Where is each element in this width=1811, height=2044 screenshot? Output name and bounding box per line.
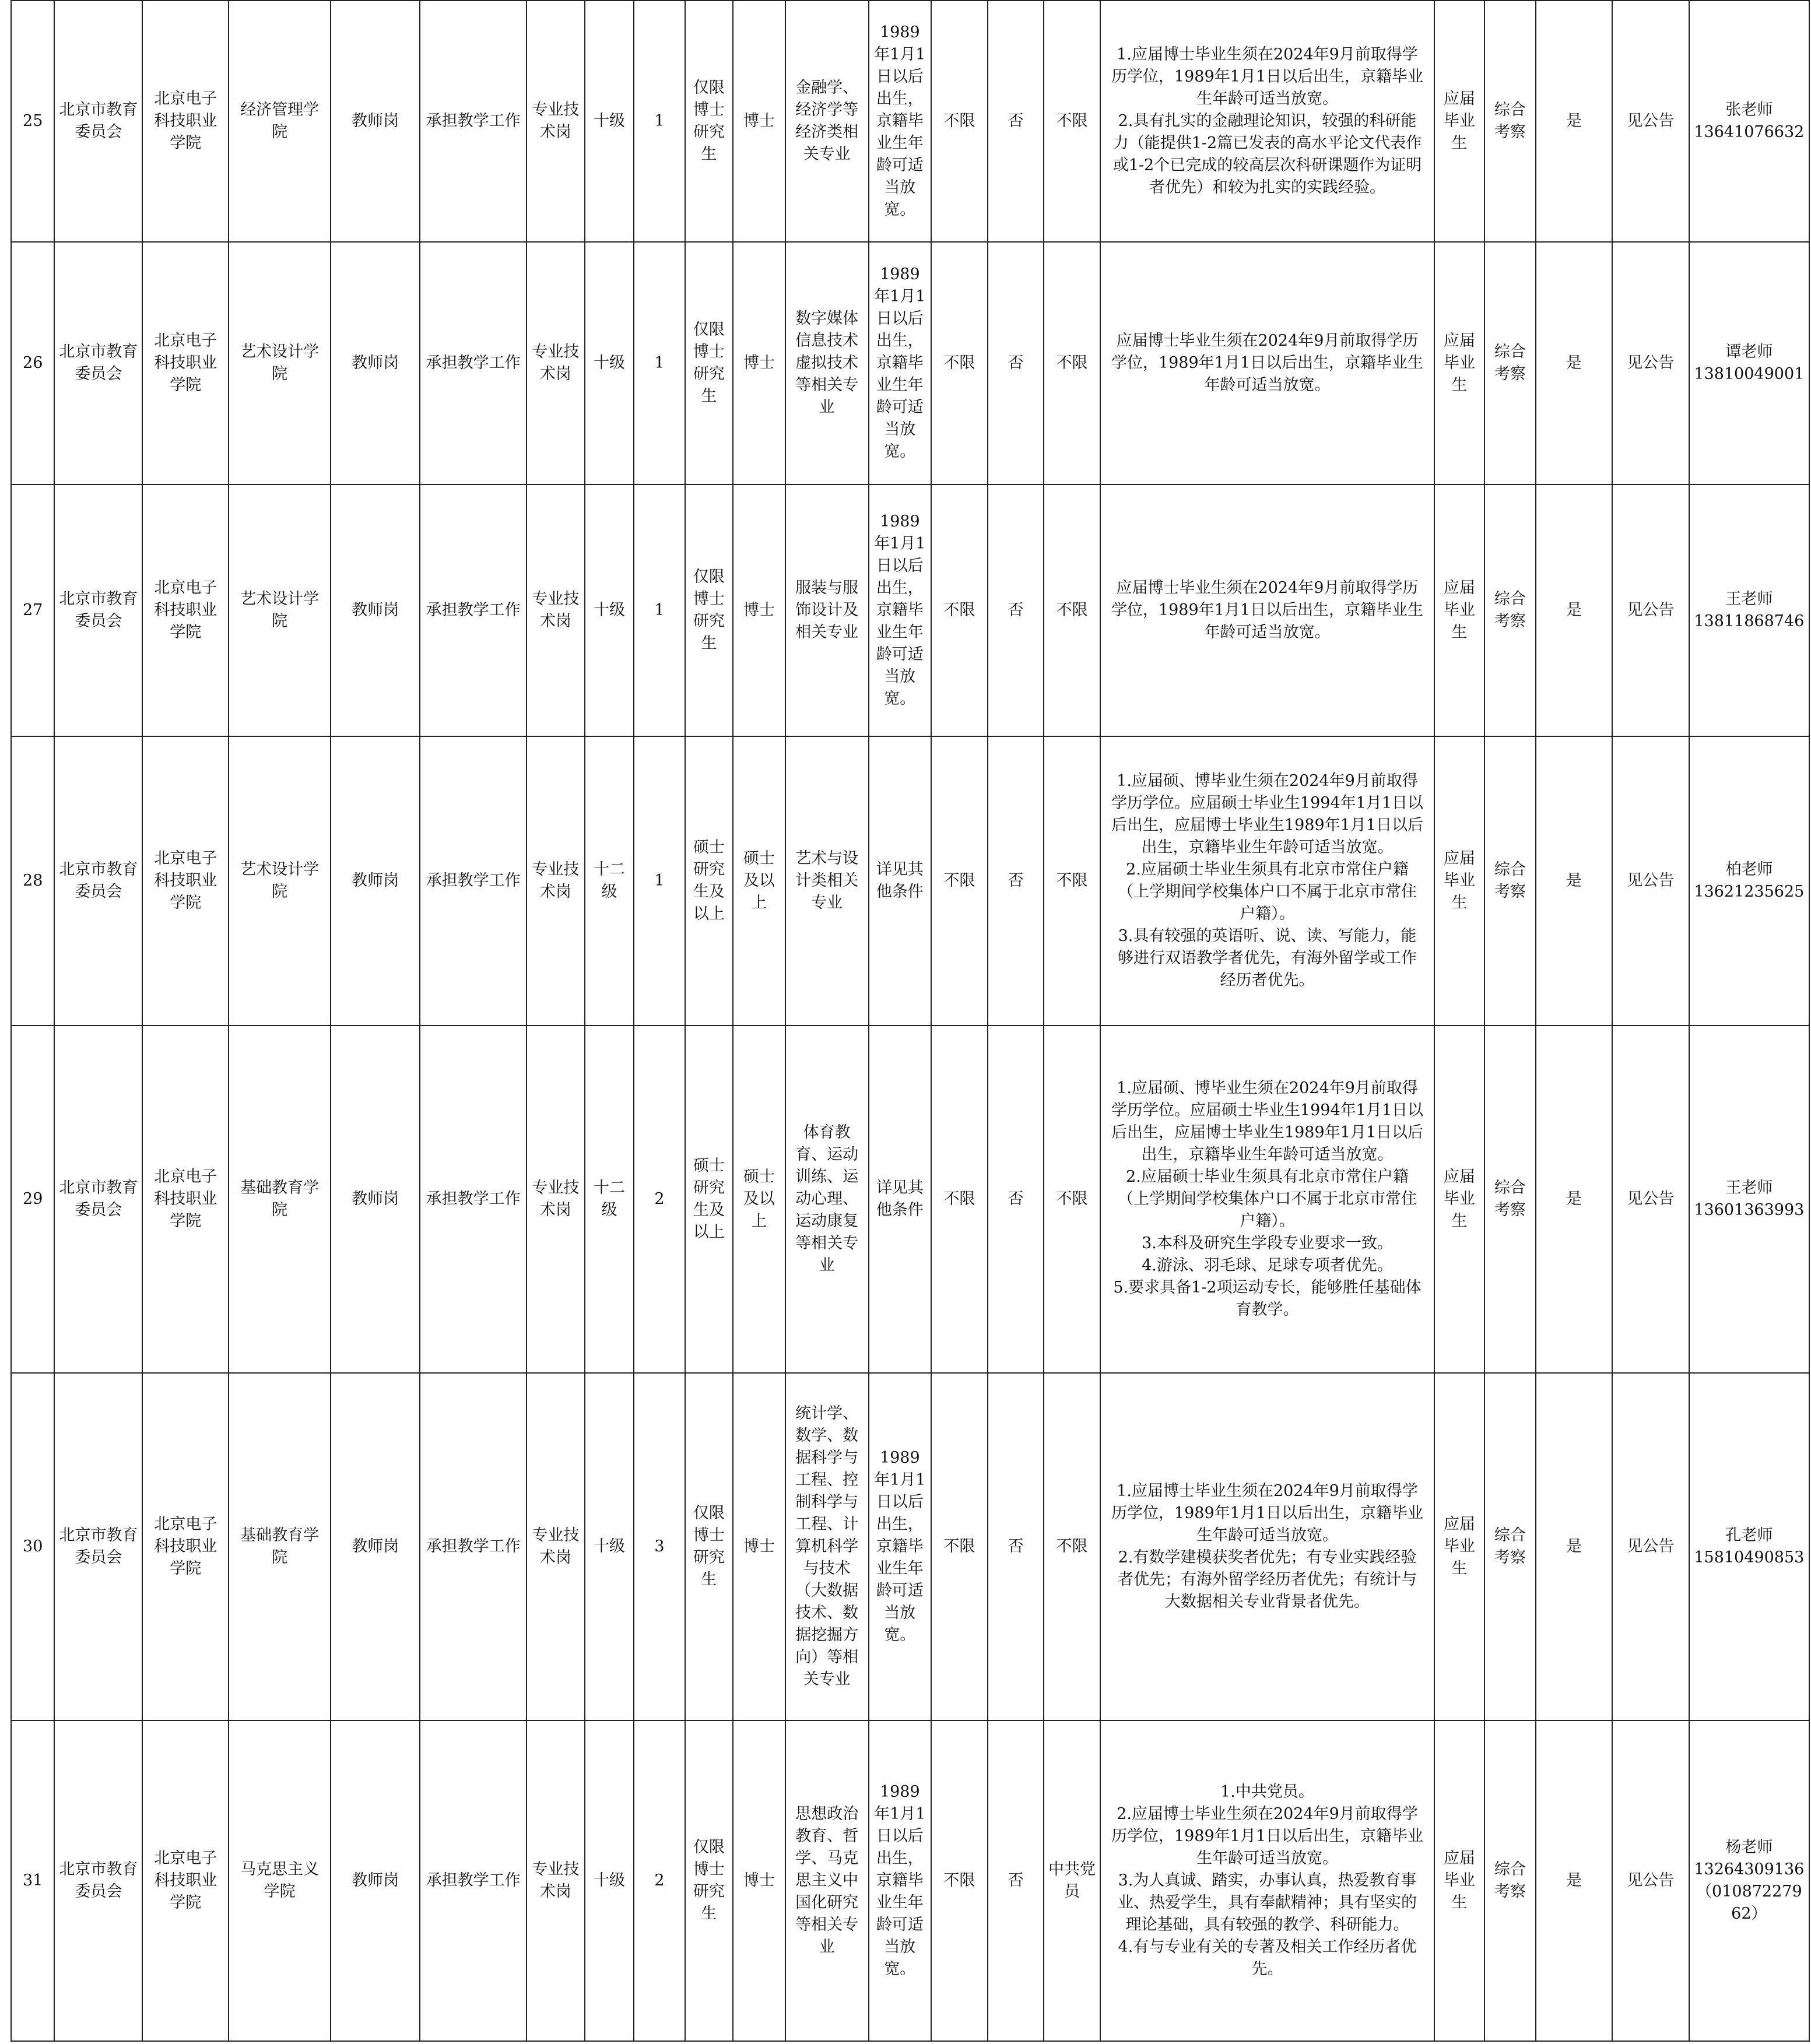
target-group-cell: 应届毕业生 — [1434, 1, 1484, 242]
target-group-cell: 应届毕业生 — [1434, 736, 1484, 1025]
political-status-cell: 中共党员 — [1044, 1720, 1100, 2041]
duty-cell: 承担教学工作 — [420, 484, 527, 736]
major-cell: 服装与服饰设计及相关专业 — [785, 484, 869, 736]
post-type-cell: 专业技术岗 — [527, 1720, 585, 2041]
major-cell: 数字媒体信息技术虚拟技术等相关专业 — [785, 242, 869, 484]
post-level-cell: 十二级 — [585, 1025, 634, 1373]
sub-unit-cell: 经济管理学院 — [229, 1, 331, 242]
contact-cell: 王老师 13811868746 — [1689, 484, 1809, 736]
post-type-cell: 专业技术岗 — [527, 1025, 585, 1373]
education-cell: 硕士研究生及以上 — [685, 1025, 733, 1373]
headcount-cell: 1 — [634, 736, 685, 1025]
remarks-cell: 见公告 — [1612, 1, 1689, 242]
contact-cell: 张老师 13641076632 — [1689, 1, 1809, 242]
other-conditions-cell: 应届博士毕业生须在2024年9月前取得学历学位，1989年1月1日以后出生，京籍毕业生年龄可适当放宽。 — [1100, 242, 1434, 484]
employer-cell: 北京电子科技职业学院 — [142, 1, 229, 242]
assessment-method-cell: 综合考察 — [1484, 242, 1536, 484]
row-number-cell: 29 — [11, 1025, 54, 1373]
age-requirement-cell: 1989年1月1日以后出生，京籍毕业生年龄可适当放宽。 — [869, 1, 932, 242]
assessment-method-cell: 综合考察 — [1484, 1, 1536, 242]
age-requirement-cell: 详见其他条件 — [869, 736, 932, 1025]
sub-unit-cell: 马克思主义学院 — [229, 1720, 331, 2041]
assessment-method-cell: 综合考察 — [1484, 484, 1536, 736]
table-body — [11, 1, 1809, 2041]
duty-cell: 承担教学工作 — [420, 1373, 527, 1720]
post-name-cell: 教师岗 — [331, 1373, 420, 1720]
education-cell: 仅限博士研究生 — [685, 484, 733, 736]
ratio-cell: 是 — [1536, 484, 1612, 736]
headcount-cell: 1 — [634, 1, 685, 242]
department-cell: 北京市教育委员会 — [54, 484, 142, 736]
ratio-cell: 是 — [1536, 1025, 1612, 1373]
contact-cell: 王老师 13601363993 — [1689, 1025, 1809, 1373]
degree-cell: 博士 — [733, 1, 785, 242]
remarks-cell: 见公告 — [1612, 242, 1689, 484]
experience-cell: 否 — [988, 242, 1044, 484]
degree-cell: 博士 — [733, 1373, 785, 1720]
remarks-cell: 见公告 — [1612, 1720, 1689, 2041]
major-cell: 统计学、数学、数据科学与工程、控制科学与工程、计算机科学与技术（大数据技术、数据挖掘方向）等相关专业 — [785, 1373, 869, 1720]
row-number-cell: 27 — [11, 484, 54, 736]
education-cell: 仅限博士研究生 — [685, 242, 733, 484]
experience-cell: 否 — [988, 1, 1044, 242]
age-requirement-cell: 1989年1月1日以后出生，京籍毕业生年龄可适当放宽。 — [869, 1720, 932, 2041]
contact-cell: 柏老师 13621235625 — [1689, 736, 1809, 1025]
assessment-method-cell: 综合考察 — [1484, 736, 1536, 1025]
row-number-cell: 30 — [11, 1373, 54, 1720]
hukou-cell: 不限 — [931, 1720, 988, 2041]
employer-cell: 北京电子科技职业学院 — [142, 736, 229, 1025]
ratio-cell: 是 — [1536, 242, 1612, 484]
political-status-cell: 不限 — [1044, 242, 1100, 484]
political-status-cell: 不限 — [1044, 484, 1100, 736]
post-name-cell: 教师岗 — [331, 1720, 420, 2041]
hukou-cell: 不限 — [931, 242, 988, 484]
target-group-cell: 应届毕业生 — [1434, 242, 1484, 484]
target-group-cell: 应届毕业生 — [1434, 1025, 1484, 1373]
assessment-method-cell: 综合考察 — [1484, 1720, 1536, 2041]
headcount-cell: 2 — [634, 1720, 685, 2041]
age-requirement-cell: 1989年1月1日以后出生，京籍毕业生年龄可适当放宽。 — [869, 1373, 932, 1720]
remarks-cell: 见公告 — [1612, 484, 1689, 736]
other-conditions-cell: 1.应届博士毕业生须在2024年9月前取得学历学位，1989年1月1日以后出生，京籍毕业生年龄可适当放宽。 2.具有扎实的金融理论知识，较强的科研能力（能提供1-2篇已发表的高水平论文代表作或1-2个已完成的较高层次科研课题作为证明者优先）和较为扎实的实践经验。 — [1100, 1, 1434, 242]
row-number-cell: 28 — [11, 736, 54, 1025]
headcount-cell: 1 — [634, 484, 685, 736]
department-cell: 北京市教育委员会 — [54, 1, 142, 242]
degree-cell: 博士 — [733, 242, 785, 484]
target-group-cell: 应届毕业生 — [1434, 1720, 1484, 2041]
post-level-cell: 十二级 — [585, 736, 634, 1025]
table-row — [11, 484, 1809, 736]
post-level-cell: 十级 — [585, 1373, 634, 1720]
hukou-cell: 不限 — [931, 1, 988, 242]
experience-cell: 否 — [988, 484, 1044, 736]
table-row — [11, 1025, 1809, 1373]
table-row — [11, 1, 1809, 242]
duty-cell: 承担教学工作 — [420, 1, 527, 242]
experience-cell: 否 — [988, 736, 1044, 1025]
post-name-cell: 教师岗 — [331, 242, 420, 484]
department-cell: 北京市教育委员会 — [54, 1025, 142, 1373]
duty-cell: 承担教学工作 — [420, 1720, 527, 2041]
post-name-cell: 教师岗 — [331, 736, 420, 1025]
ratio-cell: 是 — [1536, 1373, 1612, 1720]
department-cell: 北京市教育委员会 — [54, 1720, 142, 2041]
experience-cell: 否 — [988, 1025, 1044, 1373]
post-level-cell: 十级 — [585, 1720, 634, 2041]
assessment-method-cell: 综合考察 — [1484, 1373, 1536, 1720]
department-cell: 北京市教育委员会 — [54, 736, 142, 1025]
employer-cell: 北京电子科技职业学院 — [142, 1373, 229, 1720]
experience-cell: 否 — [988, 1720, 1044, 2041]
assessment-method-cell: 综合考察 — [1484, 1025, 1536, 1373]
table-row — [11, 1720, 1809, 2041]
sub-unit-cell: 艺术设计学院 — [229, 484, 331, 736]
degree-cell: 硕士及以上 — [733, 1025, 785, 1373]
hukou-cell: 不限 — [931, 736, 988, 1025]
target-group-cell: 应届毕业生 — [1434, 484, 1484, 736]
age-requirement-cell: 1989年1月1日以后出生，京籍毕业生年龄可适当放宽。 — [869, 242, 932, 484]
row-number-cell: 25 — [11, 1, 54, 242]
post-type-cell: 专业技术岗 — [527, 1, 585, 242]
political-status-cell: 不限 — [1044, 736, 1100, 1025]
contact-cell: 孔老师 15810490853 — [1689, 1373, 1809, 1720]
post-type-cell: 专业技术岗 — [527, 1373, 585, 1720]
headcount-cell: 2 — [634, 1025, 685, 1373]
department-cell: 北京市教育委员会 — [54, 242, 142, 484]
duty-cell: 承担教学工作 — [420, 1025, 527, 1373]
headcount-cell: 1 — [634, 242, 685, 484]
post-level-cell: 十级 — [585, 242, 634, 484]
hukou-cell: 不限 — [931, 484, 988, 736]
political-status-cell: 不限 — [1044, 1, 1100, 242]
remarks-cell: 见公告 — [1612, 1025, 1689, 1373]
other-conditions-cell: 1.应届博士毕业生须在2024年9月前取得学历学位，1989年1月1日以后出生，京籍毕业生年龄可适当放宽。 2.有数学建模获奖者优先；有专业实践经验者优先；有海外留学经历者优先；有统计与大数据相关专业背景者优先。 — [1100, 1373, 1434, 1720]
post-name-cell: 教师岗 — [331, 484, 420, 736]
post-name-cell: 教师岗 — [331, 1025, 420, 1373]
employer-cell: 北京电子科技职业学院 — [142, 1720, 229, 2041]
sub-unit-cell: 艺术设计学院 — [229, 242, 331, 484]
post-level-cell: 十级 — [585, 484, 634, 736]
ratio-cell: 是 — [1536, 736, 1612, 1025]
row-number-cell: 26 — [11, 242, 54, 484]
major-cell: 金融学、经济学等经济类相关专业 — [785, 1, 869, 242]
education-cell: 仅限博士研究生 — [685, 1373, 733, 1720]
duty-cell: 承担教学工作 — [420, 242, 527, 484]
table-row — [11, 1373, 1809, 1720]
sub-unit-cell: 艺术设计学院 — [229, 736, 331, 1025]
row-number-cell: 31 — [11, 1720, 54, 2041]
sub-unit-cell: 基础教育学院 — [229, 1373, 331, 1720]
age-requirement-cell: 1989年1月1日以后出生，京籍毕业生年龄可适当放宽。 — [869, 484, 932, 736]
employer-cell: 北京电子科技职业学院 — [142, 484, 229, 736]
degree-cell: 博士 — [733, 1720, 785, 2041]
other-conditions-cell: 1.应届硕、博毕业生须在2024年9月前取得学历学位。应届硕士毕业生1994年1月1日以后出生，应届博士毕业生1989年1月1日以后出生，京籍毕业生年龄可适当放宽。 2.应届硕士毕业生须具有北京市常住户籍（上学期间学校集体户口不属于北京市常住户籍）。 3.本科及研究生学段专业要求一致。 4.游泳、羽毛球、足球专项者优先。 5.要求具备1-2项运动专长，能够胜任基础体育教学。 — [1100, 1025, 1434, 1373]
department-cell: 北京市教育委员会 — [54, 1373, 142, 1720]
other-conditions-cell: 1.应届硕、博毕业生须在2024年9月前取得学历学位。应届硕士毕业生1994年1月1日以后出生，应届博士毕业生1989年1月1日以后出生，京籍毕业生年龄可适当放宽。 2.应届硕士毕业生须具有北京市常住户籍（上学期间学校集体户口不属于北京市常住户籍）。 3.具有较强的英语听、说、读、写能力，能够进行双语教学者优先，有海外留学或工作经历者优先。 — [1100, 736, 1434, 1025]
major-cell: 体育教育、运动训练、运动心理、运动康复等相关专业 — [785, 1025, 869, 1373]
hukou-cell: 不限 — [931, 1373, 988, 1720]
degree-cell: 硕士及以上 — [733, 736, 785, 1025]
political-status-cell: 不限 — [1044, 1373, 1100, 1720]
education-cell: 硕士研究生及以上 — [685, 736, 733, 1025]
other-conditions-cell: 1.中共党员。 2.应届博士毕业生须在2024年9月前取得学历学位，1989年1月1日以后出生，京籍毕业生年龄可适当放宽。 3.为人真诚、踏实，办事认真，热爱教育事业、热爱学生，具有奉献精神；具有坚实的理论基础，具有较强的教学、科研能力。 4.有与专业有关的专著及相关工作经历者优先。 — [1100, 1720, 1434, 2041]
table-row — [11, 736, 1809, 1025]
post-type-cell: 专业技术岗 — [527, 736, 585, 1025]
ratio-cell: 是 — [1536, 1, 1612, 242]
ratio-cell: 是 — [1536, 1720, 1612, 2041]
remarks-cell: 见公告 — [1612, 736, 1689, 1025]
remarks-cell: 见公告 — [1612, 1373, 1689, 1720]
recruitment-table — [10, 0, 1810, 2042]
duty-cell: 承担教学工作 — [420, 736, 527, 1025]
degree-cell: 博士 — [733, 484, 785, 736]
headcount-cell: 3 — [634, 1373, 685, 1720]
political-status-cell: 不限 — [1044, 1025, 1100, 1373]
hukou-cell: 不限 — [931, 1025, 988, 1373]
major-cell: 艺术与设计类相关专业 — [785, 736, 869, 1025]
other-conditions-cell: 应届博士毕业生须在2024年9月前取得学历学位，1989年1月1日以后出生，京籍毕业生年龄可适当放宽。 — [1100, 484, 1434, 736]
education-cell: 仅限博士研究生 — [685, 1, 733, 242]
education-cell: 仅限博士研究生 — [685, 1720, 733, 2041]
post-type-cell: 专业技术岗 — [527, 242, 585, 484]
contact-cell: 谭老师 13810049001 — [1689, 242, 1809, 484]
target-group-cell: 应届毕业生 — [1434, 1373, 1484, 1720]
post-level-cell: 十级 — [585, 1, 634, 242]
post-type-cell: 专业技术岗 — [527, 484, 585, 736]
post-name-cell: 教师岗 — [331, 1, 420, 242]
experience-cell: 否 — [988, 1373, 1044, 1720]
contact-cell: 杨老师 13264309136（01087227962） — [1689, 1720, 1809, 2041]
employer-cell: 北京电子科技职业学院 — [142, 1025, 229, 1373]
employer-cell: 北京电子科技职业学院 — [142, 242, 229, 484]
major-cell: 思想政治教育、哲学、马克思主义中国化研究等相关专业 — [785, 1720, 869, 2041]
sub-unit-cell: 基础教育学院 — [229, 1025, 331, 1373]
age-requirement-cell: 详见其他条件 — [869, 1025, 932, 1373]
table-row — [11, 242, 1809, 484]
